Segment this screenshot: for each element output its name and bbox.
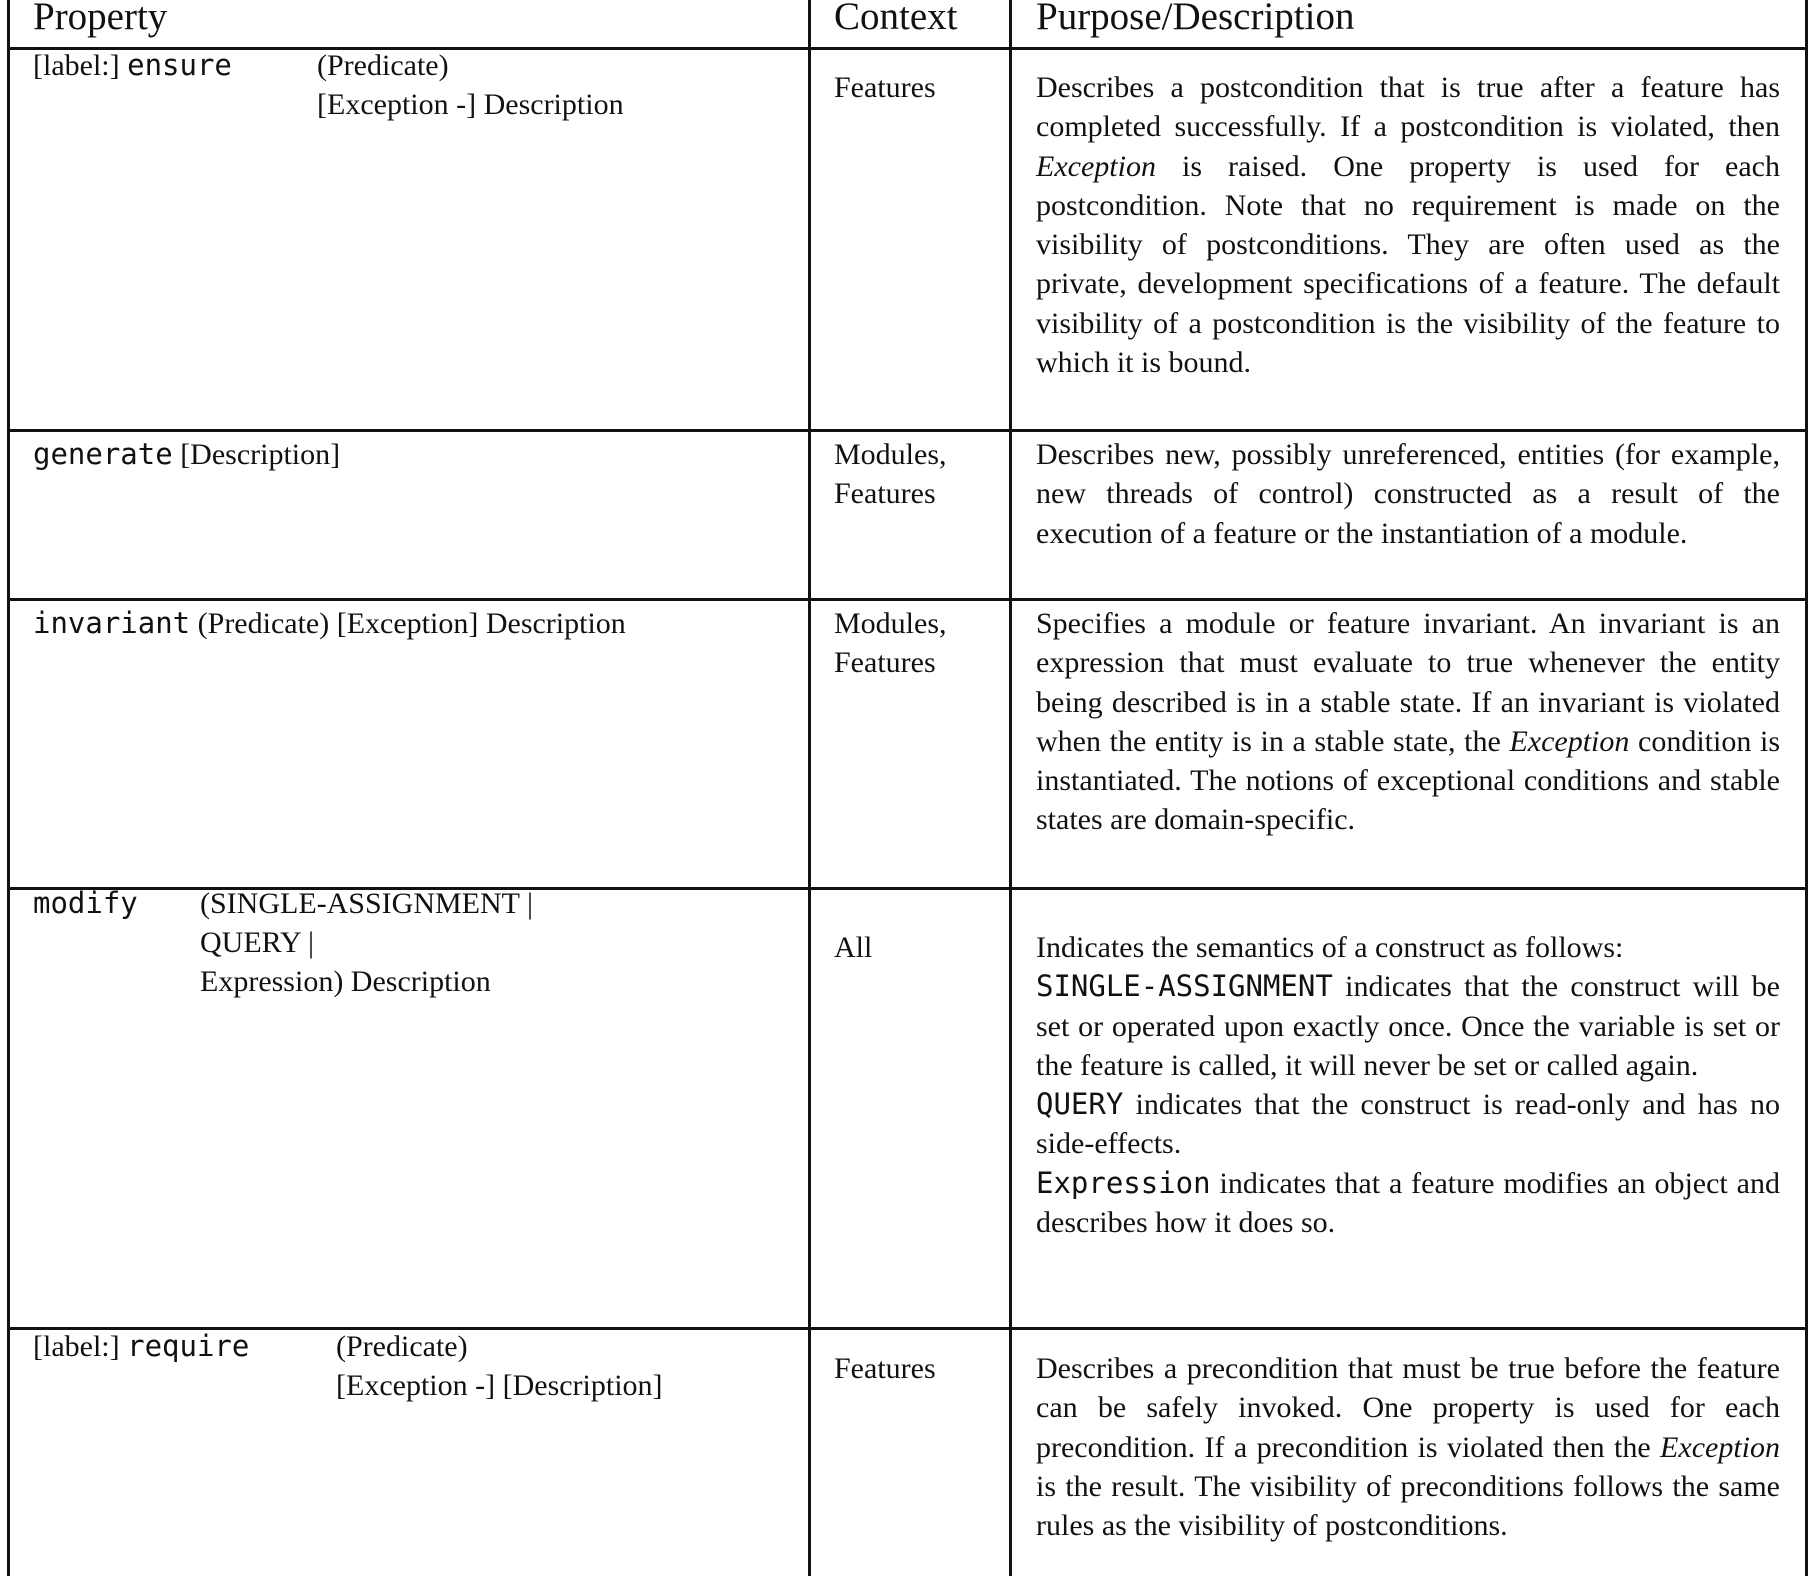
description-cell: Describes a precondition that must be true before the feature can be safely invoked. One property is used for each precondition. If a precondition is violated then the Exception is the result. The visibility of preconditions follows the same rules as the visibility of postconditions.: [1036, 1352, 1780, 1543]
row-rule-1: [7, 429, 1808, 432]
property-prefix: [33, 46, 232, 85]
property-keyword-cell: [33, 884, 138, 923]
left-border: [7, 0, 10, 1576]
row-rule-4: [7, 1327, 1808, 1330]
header-rule: [7, 47, 1808, 50]
header-purpose: Purpose/Description: [1036, 0, 1355, 38]
property-arg-2: [Exception -] Description: [317, 88, 624, 121]
header-property: Property: [33, 0, 168, 38]
context-cell-line-1: Modules,: [834, 438, 947, 471]
property-arg-2: QUERY |: [200, 926, 315, 959]
description-cell: Specifies a module or feature invariant. An invariant is an expression that must evaluate to true whenever the entity being described is in a stable state. If an invariant is violated when the entity is in a stable state, the Exception condition is instantiated. The notions of exceptional conditions and stable states are domain-specific.: [1036, 607, 1780, 837]
property-args: [Description]: [180, 438, 341, 471]
description-single-assignment: SINGLE-ASSIGNMENT indicates that the construct will be set or operated upon exactly once. Once the variable is set or the feature is called, it will never be set or called again.: [1036, 969, 1780, 1082]
property-arg-1: (Predicate): [317, 49, 449, 82]
property-args: (Predicate) [Exception] Description: [197, 607, 626, 640]
column-divider-1: [808, 0, 811, 1576]
property-keyword: generate: [33, 437, 173, 471]
context-cell: Features: [834, 71, 936, 104]
context-cell-line-2: Features: [834, 477, 936, 510]
description-expression: Expression indicates that a feature modifies an object and describes how it does so.: [1036, 1165, 1780, 1240]
label-prefix: [label:]: [33, 1330, 120, 1363]
property-cell: [33, 604, 626, 643]
property-keyword: ensure: [127, 48, 232, 82]
description-intro: Indicates the semantics of a construct as follows:: [1036, 931, 1624, 964]
context-cell: All: [834, 931, 873, 964]
column-divider-2: [1009, 0, 1012, 1576]
context-cell: Features: [834, 1352, 936, 1385]
property-arg-2: [Exception -] [Description]: [336, 1369, 663, 1402]
property-cell: [33, 435, 340, 474]
property-arg-3: Expression) Description: [200, 965, 491, 998]
property-arg-1: (SINGLE-ASSIGNMENT |: [200, 887, 533, 920]
row-rule-2: [7, 598, 1808, 601]
description-cell: Describes a postcondition that is true after a feature has completed successfully. If a postcondition is violated, then Exception is raised. One property is used for each postcondition. Note that no requirement is made on the visibility of postconditions. They are often used as the private, development specifications of a feature. The default visibility of a postcondition is the visibility of the feature to which it is bound.: [1036, 71, 1780, 380]
property-keyword: invariant: [33, 606, 191, 640]
description-cell: Describes new, possibly unreferenced, entities (for example, new threads of control) constructed as a result of the execution of a feature or the instantiation of a module.: [1036, 438, 1780, 550]
description-cell: [1036, 928, 1780, 1242]
property-prefix: [33, 1327, 249, 1366]
property-arg-1: (Predicate): [336, 1330, 468, 1363]
header-context: Context: [834, 0, 958, 38]
context-cell-line-2: Features: [834, 646, 936, 679]
context-cell-line-1: Modules,: [834, 607, 947, 640]
description-query: QUERY indicates that the construct is read-only and has no side-effects.: [1036, 1087, 1780, 1161]
property-keyword: modify: [33, 886, 138, 920]
property-keyword: require: [127, 1329, 250, 1363]
label-prefix: [label:]: [33, 49, 120, 82]
